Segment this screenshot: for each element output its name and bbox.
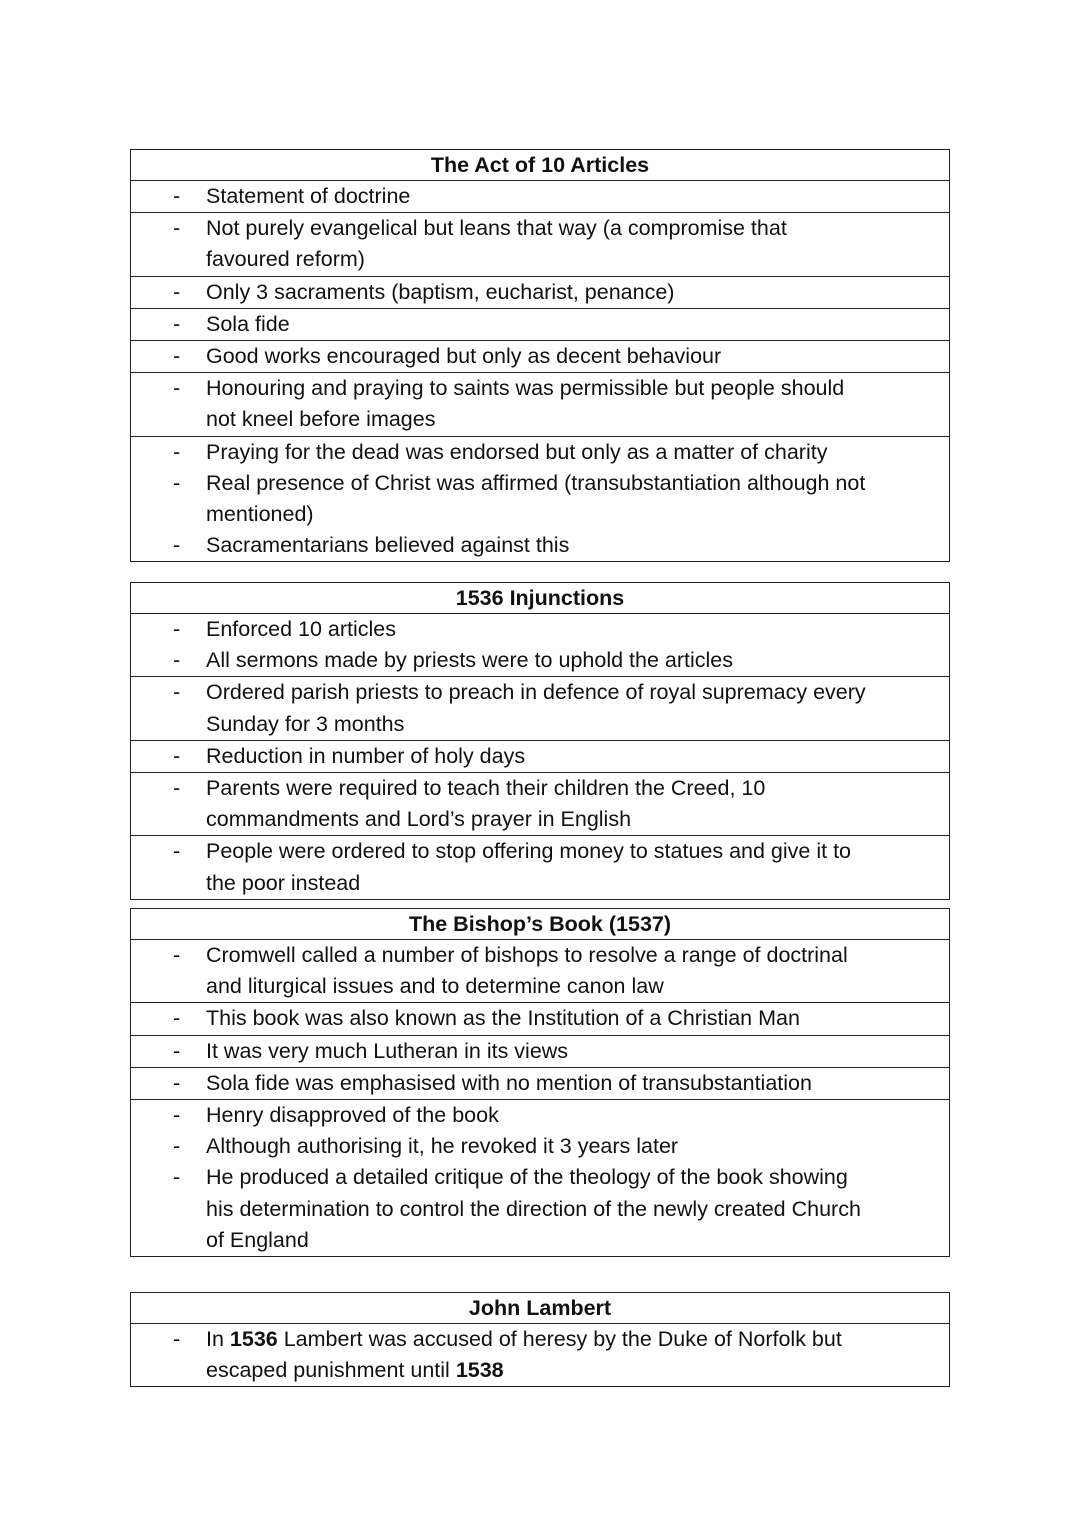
line-text: Good works encouraged but only as decent behaviour (206, 343, 722, 368)
list-item-line (131, 437, 949, 468)
table-1536-injunctions (130, 582, 950, 900)
list-item-line (131, 836, 949, 867)
line-text: Cromwell called a number of bishops to resolve a range of doctrinal (206, 943, 848, 967)
list-item-line (131, 499, 949, 530)
bullet-dash: - (173, 439, 181, 464)
list-item-line (131, 1036, 949, 1067)
line-text: Sola fide was emphasised with no mention of transubstantiation (206, 1070, 812, 1095)
list-item-line (131, 940, 949, 971)
bullet-dash: - (173, 533, 181, 558)
list-item-line (131, 1162, 949, 1193)
list-item-line (131, 244, 949, 275)
list-item-line (131, 677, 949, 708)
list-item-line (131, 741, 949, 772)
line-text: Reduction in number of holy days (206, 743, 526, 768)
table-row (131, 277, 949, 309)
line-text: People were ordered to stop offering money to statues and give it to (206, 839, 851, 864)
line-text: All sermons made by priests were to uphold the articles (206, 648, 733, 673)
list-item-line (131, 1355, 949, 1386)
bullet-dash: - (173, 279, 181, 304)
bullet-dash: - (173, 1070, 181, 1095)
bullet-dash: - (173, 743, 181, 768)
table-row (131, 1068, 949, 1100)
bullet-dash: - (173, 1165, 181, 1190)
list-item-line (131, 773, 949, 804)
bullet-dash: - (173, 1134, 181, 1159)
line-text: This book was also known as the Institution of a Christian Man (206, 1006, 800, 1031)
line-text: of England (206, 1227, 309, 1252)
line-text: Enforced 10 articles (206, 617, 397, 641)
line-text: mentioned) (206, 501, 314, 526)
list-item-line (131, 645, 949, 676)
bullet-dash: - (173, 617, 181, 641)
table-row (131, 437, 949, 562)
bullet-dash: - (173, 1006, 181, 1031)
line-text: the poor instead (206, 870, 361, 895)
list-item-line (131, 373, 949, 404)
list-item-line (131, 341, 949, 372)
table-title: The Bishop’s Book (1537) (131, 909, 949, 940)
line-text: Sola fide (206, 311, 290, 336)
bullet-dash: - (173, 680, 181, 705)
list-item-line (131, 1225, 949, 1256)
line-text: Although authorising it, he revoked it 3 years later (206, 1134, 679, 1159)
line-text: Ordered parish priests to preach in defence of royal supremacy every (206, 680, 866, 705)
list-item-line (131, 213, 949, 244)
table-row (131, 181, 949, 213)
table-title: The Act of 10 Articles (131, 150, 949, 181)
table-john-lambert (130, 1292, 950, 1387)
bullet-dash: - (173, 216, 181, 241)
line-text: his determination to control the direction of the newly created Church (206, 1196, 861, 1221)
list-item-line (131, 309, 949, 340)
bullet-dash: - (173, 311, 181, 336)
bullet-dash: - (173, 184, 181, 208)
list-item-line (131, 1131, 949, 1162)
text-segment: In (206, 1327, 230, 1351)
line-text: Real presence of Christ was affirmed (transubstantiation although not (206, 470, 866, 495)
line-text: It was very much Lutheran in its views (206, 1038, 569, 1063)
table-row (131, 1100, 949, 1256)
table-row (131, 1036, 949, 1068)
line-text (206, 1324, 842, 1355)
bullet-dash: - (173, 839, 181, 864)
line-text: Not purely evangelical but leans that way (a compromise that (206, 216, 787, 241)
list-item-line (131, 468, 949, 499)
bullet-dash: - (173, 775, 181, 800)
bullet-dash: - (173, 1102, 181, 1127)
bullet-dash: - (173, 376, 181, 401)
bold-year: 1536 (229, 1327, 278, 1351)
line-text: Praying for the dead was endorsed but only as a matter of charity (206, 439, 828, 464)
line-text: He produced a detailed critique of the theology of the book showing (206, 1165, 848, 1190)
table-row (131, 213, 949, 276)
list-item-line (131, 181, 949, 212)
table-row (131, 614, 949, 677)
table-row (131, 1324, 949, 1386)
list-item-line (131, 277, 949, 308)
bullet-dash: - (173, 470, 181, 495)
list-item-line (131, 1003, 949, 1034)
line-text: Statement of doctrine (206, 184, 411, 208)
list-item-line (131, 1194, 949, 1225)
list-item-line (131, 404, 949, 435)
line-text: Sacramentarians believed against this (206, 533, 570, 558)
table-row (131, 836, 949, 898)
bullet-dash: - (173, 648, 181, 673)
table-act-of-10-articles (130, 149, 950, 562)
table-row (131, 773, 949, 836)
line-text: Only 3 sacraments (baptism, eucharist, penance) (206, 279, 675, 304)
bold-year: 1538 (455, 1358, 504, 1383)
table-row (131, 741, 949, 773)
table-row (131, 1003, 949, 1035)
line-text: not kneel before images (206, 407, 436, 432)
list-item-line (131, 868, 949, 899)
line-text: favoured reform) (206, 247, 365, 272)
text-segment: Lambert was accused of heresy by the Duke of Norfolk but (277, 1327, 842, 1351)
bullet-dash: - (173, 343, 181, 368)
line-text: and liturgical issues and to determine canon law (206, 974, 664, 999)
list-item-line (131, 709, 949, 740)
list-item-line (131, 1068, 949, 1099)
table-bishops-book (130, 908, 950, 1257)
line-text: Parents were required to teach their children the Creed, 10 (206, 775, 766, 800)
table-title: 1536 Injunctions (131, 583, 949, 614)
table-row (131, 940, 949, 1003)
line-text (206, 1355, 504, 1386)
text-segment: escaped punishment until (206, 1358, 456, 1383)
list-item-line (131, 804, 949, 835)
list-item-line (131, 614, 949, 645)
bullet-dash: - (173, 1038, 181, 1063)
list-item-line (131, 971, 949, 1002)
list-item-line (131, 1324, 949, 1355)
line-text: Sunday for 3 months (206, 711, 405, 736)
list-item-line (131, 1100, 949, 1131)
table-row (131, 341, 949, 373)
table-row (131, 309, 949, 341)
bullet-dash: - (173, 943, 181, 967)
line-text: Honouring and praying to saints was permissible but people should (206, 376, 845, 401)
bullet-dash: - (173, 1327, 181, 1351)
list-item-line (131, 530, 949, 561)
table-row (131, 677, 949, 740)
line-text: commandments and Lord’s prayer in English (206, 807, 632, 832)
line-text: Henry disapproved of the book (206, 1102, 499, 1127)
table-title: John Lambert (131, 1293, 949, 1324)
table-row (131, 373, 949, 436)
